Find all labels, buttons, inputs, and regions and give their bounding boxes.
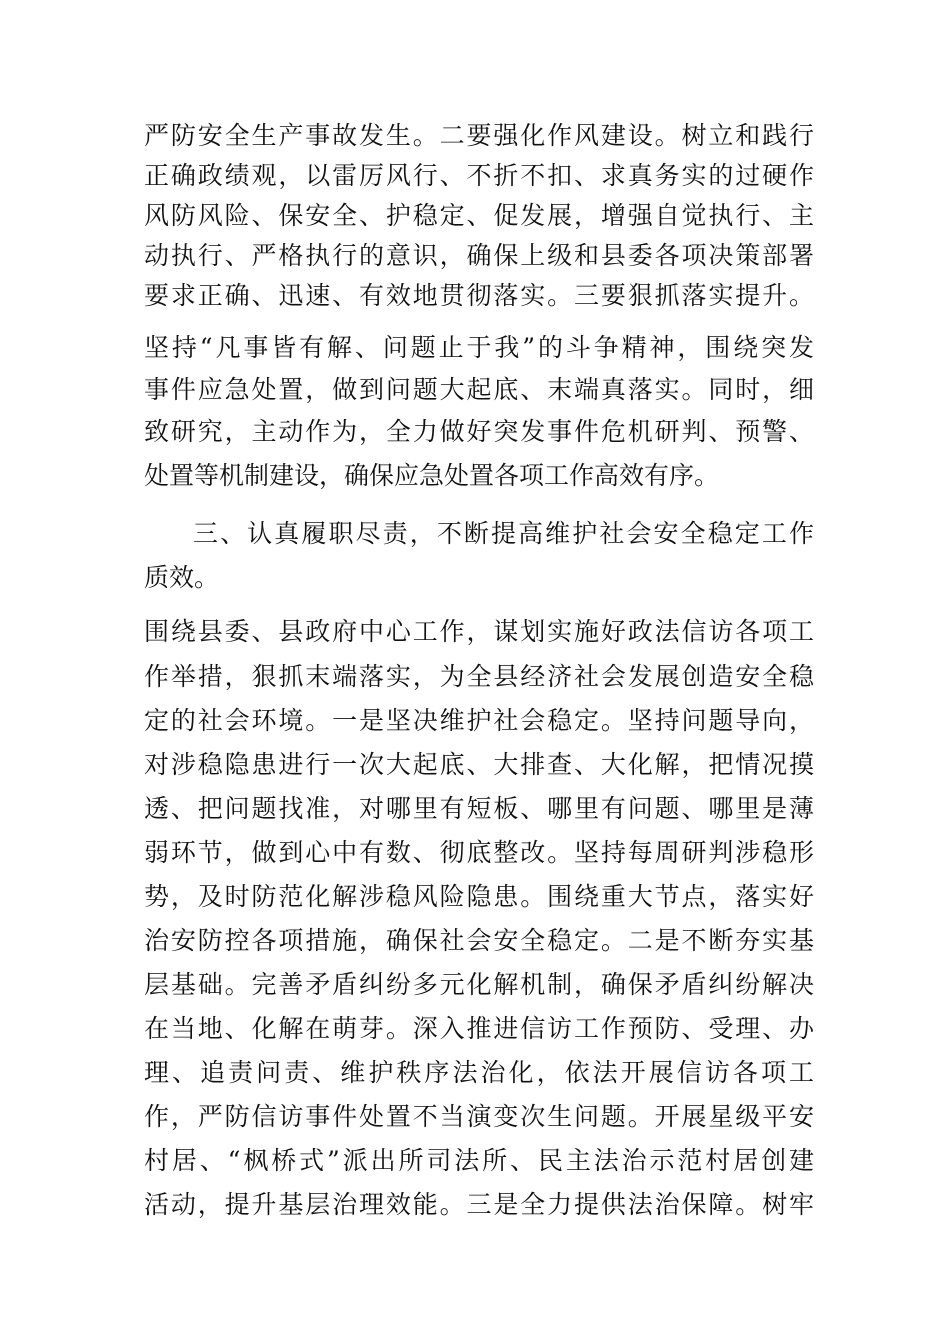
section-heading-line-2: 质效。 — [144, 563, 220, 592]
paragraph-1-line-5: 要求正确、迅速、有效地贯彻落实。三要狠抓落实提升。 — [144, 281, 814, 310]
paragraph-1-line-6: 坚持“凡事皆有解、问题止于我”的斗争精神，围绕突发 — [144, 333, 814, 362]
paragraph-2-line-14: 活动，提升基层治理效能。三是全力提供法治保障。树牢 — [144, 1190, 814, 1219]
paragraph-2-line-12: 作，严防信访事件处置不当演变次生问题。开展星级平安 — [144, 1102, 814, 1131]
paragraph-2-line-13: 村居、“枫桥式”派出所司法所、民主法治示范村居创建 — [144, 1146, 814, 1175]
paragraph-2-line-7: 势，及时防范化解涉稳风险隐患。围绕重大节点，落实好 — [144, 882, 814, 911]
paragraph-2-line-9: 层基础。完善矛盾纠纷多元化解机制，确保矛盾纠纷解决 — [144, 970, 814, 999]
paragraph-1-line-4: 动执行、严格执行的意识，确保上级和县委各项决策部署 — [144, 241, 814, 270]
paragraph-2-line-3: 定的社会环境。一是坚决维护社会稳定。坚持问题导向， — [144, 706, 814, 735]
paragraph-1-line-1: 严防安全生产事故发生。二要强化作风建设。树立和践行 — [144, 121, 814, 150]
paragraph-2-line-8: 治安防控各项措施，确保社会安全稳定。二是不断夯实基 — [144, 926, 814, 955]
paragraph-1-line-8: 致研究，主动作为，全力做好突发事件危机研判、预警、 — [144, 417, 814, 446]
paragraph-1-line-9: 处置等机制建设，确保应急处置各项工作高效有序。 — [144, 461, 720, 490]
paragraph-2-line-5: 透、把问题找准，对哪里有短板、哪里有问题、哪里是薄 — [144, 794, 814, 823]
paragraph-2-line-6: 弱环节，做到心中有数、彻底整改。坚持每周研判涉稳形 — [144, 838, 814, 867]
paragraph-1-line-2: 正确政绩观，以雷厉风行、不折不扣、求真务实的过硬作 — [144, 161, 814, 190]
paragraph-2-line-11: 理、追责问责、维护秩序法治化，依法开展信访各项工 — [144, 1058, 814, 1087]
paragraph-2-line-1: 围绕县委、县政府中心工作，谋划实施好政法信访各项工 — [144, 617, 814, 646]
section-heading-line-1: 三、认真履职尽责，不断提高维护社会安全稳定工作 — [193, 519, 814, 548]
paragraph-2-line-4: 对涉稳隐患进行一次大起底、大排查、大化解，把情况摸 — [144, 750, 814, 779]
paragraph-2-line-10: 在当地、化解在萌芽。深入推进信访工作预防、受理、办 — [144, 1014, 814, 1043]
paragraph-2-line-2: 作举措，狠抓末端落实，为全县经济社会发展创造安全稳 — [144, 662, 814, 691]
paragraph-1-line-3: 风防风险、保安全、护稳定、促发展，增强自觉执行、主 — [144, 201, 814, 230]
paragraph-1-line-7: 事件应急处置，做到问题大起底、末端真落实。同时，细 — [144, 375, 814, 404]
